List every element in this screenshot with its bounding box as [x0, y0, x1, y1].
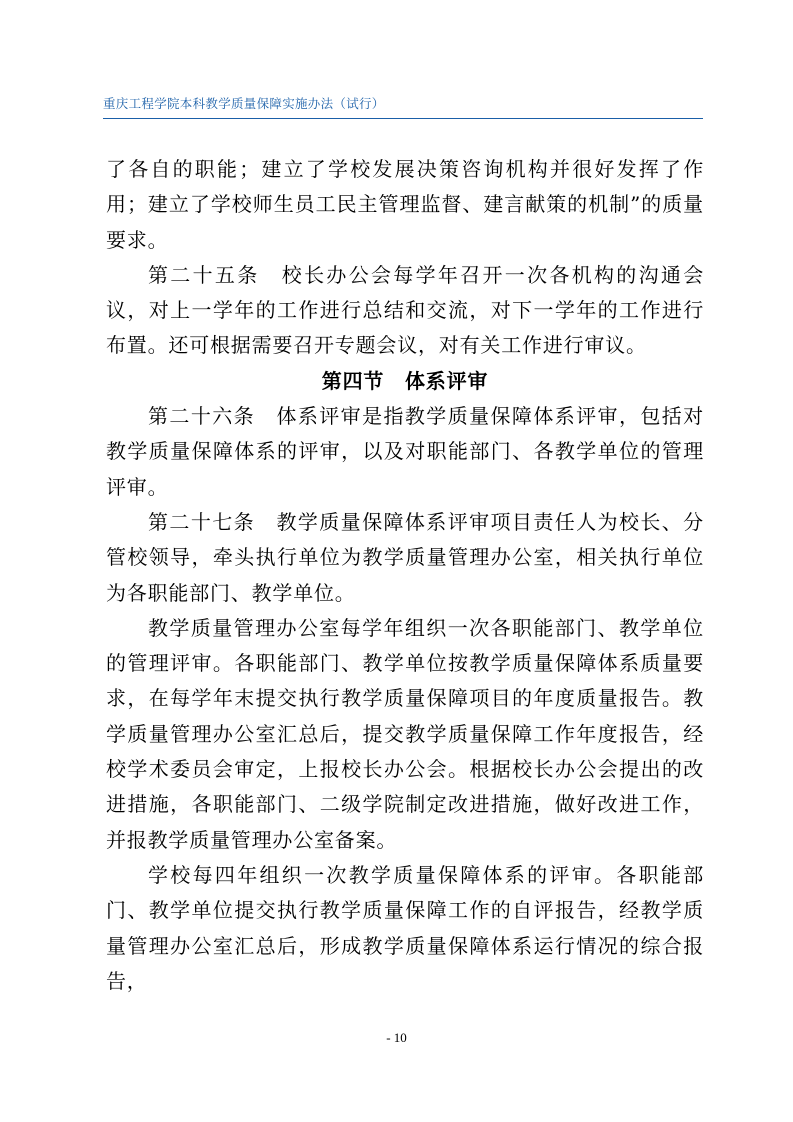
paragraph-continuation: 了各自的职能；建立了学校发展决策咨询机构并很好发挥了作用；建立了学校师生员工民主管理监督、建言献策的机制”的质量要求。 [106, 157, 704, 252]
management-review-paragraph: 教学质量管理办公室每学年组织一次各职能部门、教学单位的管理评审。各职能部门、教学单位按教学质量保障体系质量要求，在每学年末提交执行教学质量保障项目的年度质量报告。教学质量管理办公室汇总后，提交教学质量保障工作年度报告，经校学术委员会审定，上报校长办公会。根据校长办公会提出的改进措施，各职能部门、二级学院制定改进措施，做好改进工作，并报教学质量管理办公室备案。 [106, 615, 704, 852]
page-header [103, 92, 703, 119]
article-27: 第二十七条 教学质量保障体系评审项目责任人为校长、分管校领导，牵头执行单位为教学质量管理办公室，相关执行单位为各职能部门、教学单位。 [106, 509, 704, 605]
system-review-paragraph: 学校每四年组织一次教学质量保障体系的评审。各职能部门、教学单位提交执行教学质量保障工作的自评报告，经教学质量管理办公室汇总后，形成教学质量保障体系运行情况的综合报告， [106, 862, 704, 993]
section-heading: 第四节 体系评审 [321, 368, 489, 393]
document-title: 重庆工程学院本科教学质量保障实施办法（试行） [103, 96, 385, 111]
article-25: 第二十五条 校长办公会每学年召开一次各机构的沟通会议，对上一学年的工作进行总结和交流，对下一学年的工作进行布置。还可根据需要召开专题会议，对有关工作进行审议。 [106, 262, 704, 358]
article-26: 第二十六条 体系评审是指教学质量保障体系评审，包括对教学质量保障体系的评审，以及对职能部门、各教学单位的管理评审。 [106, 404, 704, 499]
page-number: - 10 [386, 1030, 407, 1045]
document-body [106, 152, 704, 999]
